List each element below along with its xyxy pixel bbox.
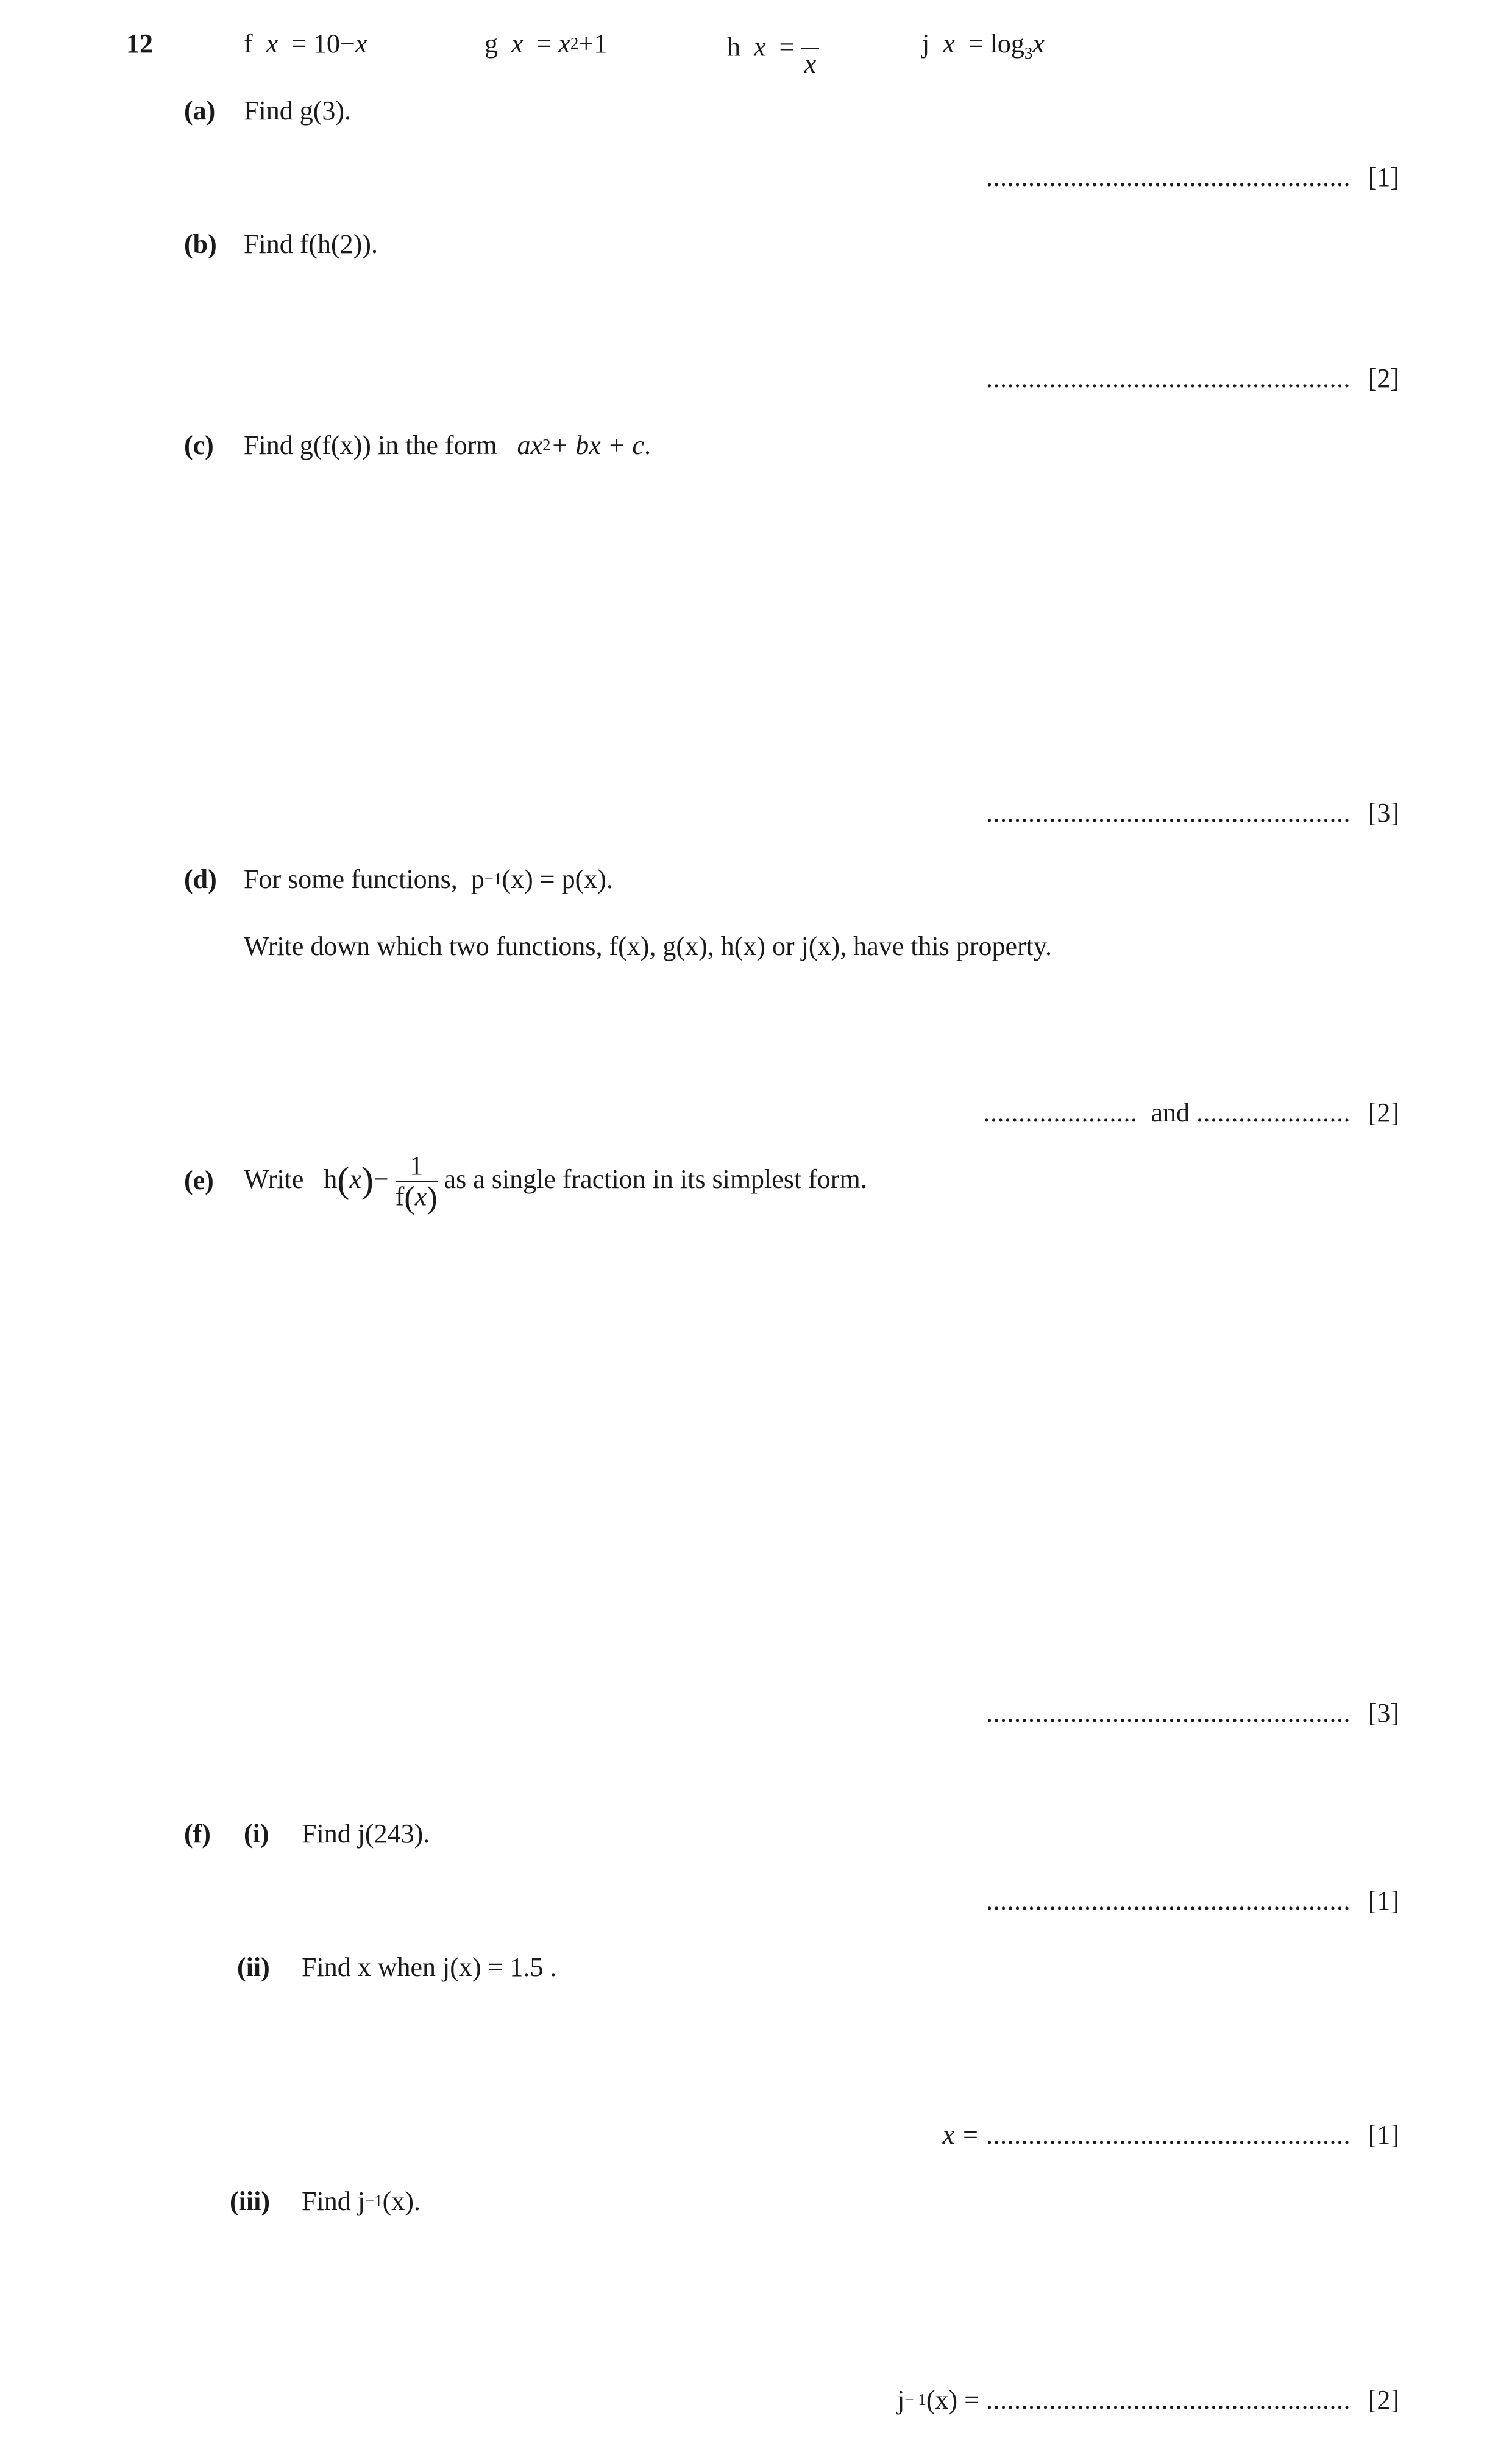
part-f-iii-answer-line[interactable] [897,2385,1399,2416]
part-a-text: Find g(3). [244,96,351,126]
part-c-answer-line[interactable] [986,798,1399,829]
log-argument: x [1032,29,1045,59]
mark-allocation: [3] [1368,1698,1399,1728]
part-f-iii-text [302,2186,421,2217]
rhs-variable: x [355,29,367,59]
part-e-text [244,1149,867,1215]
part-f-iii-label: (iii) [230,2186,270,2216]
part-d-answer-line[interactable] [983,1098,1399,1129]
fn-name-f: f [244,29,253,59]
part-e-answer-line[interactable] [986,1698,1399,1729]
and-word: and [1151,1098,1190,1128]
inverse-exponent: −1 [364,2192,383,2210]
answer-prefix: x = [942,2120,979,2150]
minus-sign: − [373,1164,389,1194]
part-b-answer-line[interactable] [986,363,1399,394]
part-c-prompt: Find g(f(x)) in the form [244,430,497,460]
fn-name-g: g [484,29,498,59]
part-a-answer-line[interactable] [986,162,1399,193]
answer-dots[interactable]: .................................................... [986,2385,1351,2415]
fraction-bar [801,37,819,49]
fn-var: x [754,32,766,62]
log-base: 3 [1024,44,1033,62]
answer-dots[interactable]: .................................................... [986,363,1351,393]
exponent: 2 [570,34,579,52]
inverse-exponent: −1 [484,870,502,888]
part-d-line2: Write down which two functions, f(x), g(x), h(x) or j(x), have this property. [244,931,1052,961]
answer-dots[interactable]: .................................................... [986,162,1351,192]
fn-name-j: j [922,29,930,59]
part-f-iii-rest: (x). [382,2186,421,2216]
fraction-numerator: 1 [396,1151,438,1182]
part-f-label: (f) [184,1819,211,1849]
answer-dots[interactable]: .................................................... [986,1698,1351,1728]
form-ax: ax [517,430,542,460]
full-stop: . [644,430,651,460]
j-symbol: j [897,2385,905,2415]
h-symbol: h [324,1164,338,1194]
answer-dots-first[interactable]: ...................... [983,1098,1138,1128]
mark-allocation: [2] [1368,363,1399,393]
fraction-denominator: x [804,49,817,79]
mark-allocation: [2] [1368,2385,1399,2415]
rhs-number: 10 [313,29,341,59]
x-variable: x [349,1164,361,1194]
equals: = [291,29,307,59]
definition-j [922,29,1045,60]
part-f-ii-label: (ii) [237,1952,270,1982]
answer-dots[interactable]: .................................................... [986,2120,1351,2150]
question-number: 12 [126,29,153,59]
answer-prefix: (x) = [926,2385,979,2415]
part-d-label: (d) [184,864,217,894]
mark-allocation: [3] [1368,798,1399,828]
part-b-label: (b) [184,229,217,259]
h-fraction [801,37,819,79]
part-f-i-label: (i) [244,1819,269,1849]
answer-dots[interactable]: .................................................... [986,1886,1351,1916]
fn-var: x [266,29,279,59]
fn-var: x [511,29,524,59]
part-c-label: (c) [184,430,214,460]
log-word: log [990,29,1024,59]
mark-allocation: [1] [1368,162,1399,192]
f-symbol: f [395,1182,405,1212]
answer-dots-second[interactable]: ...................... [1196,1098,1351,1128]
part-c-text [244,430,651,461]
rhs-rest: +1 [578,29,608,59]
fraction-denominator [396,1182,438,1217]
p-symbol: p [470,864,484,894]
p-equation-rest: (x) = p(x). [502,864,613,894]
write-word: Write [244,1164,304,1194]
close-paren: ) [361,1160,374,1201]
part-f-ii-text: Find x when j(x) = 1.5 . [302,1952,557,1982]
part-d-text [244,864,613,895]
mark-allocation: [1] [1368,2120,1399,2150]
equals: = [536,29,552,59]
part-f-i-answer-line[interactable] [986,1886,1399,1917]
close-paren: ) [427,1181,438,1216]
open-paren: ( [404,1181,415,1216]
equals: = [968,29,984,59]
form-rest: + bx + c [550,430,644,460]
exponent: 2 [542,436,551,454]
part-f-i-text: Find j(243). [302,1819,430,1849]
part-a-label: (a) [184,96,216,126]
rhs-operator: − [340,29,355,59]
definition-g [484,29,607,60]
equals: = [779,32,795,62]
inverse-exponent: − 1 [904,2390,926,2409]
mark-allocation: [2] [1368,1098,1399,1128]
part-e-instruction: as a single fraction in its simplest form. [444,1164,867,1194]
part-f-iii-prompt: Find j [302,2186,365,2216]
open-paren: ( [337,1160,350,1201]
part-d-prompt: For some functions, [244,864,458,894]
one-over-fx-fraction [396,1151,438,1217]
mark-allocation: [1] [1368,1886,1399,1916]
part-e-label: (e) [184,1165,214,1195]
x-variable: x [414,1182,427,1212]
definition-f [244,29,367,60]
fn-name-h: h [727,32,740,62]
rhs-variable: x [558,29,570,59]
definition-h [727,29,819,79]
fn-var: x [943,29,955,59]
part-f-ii-answer-line[interactable] [943,2120,1399,2151]
part-b-text: Find f(h(2)). [244,229,378,259]
answer-dots[interactable]: .................................................... [986,798,1351,828]
